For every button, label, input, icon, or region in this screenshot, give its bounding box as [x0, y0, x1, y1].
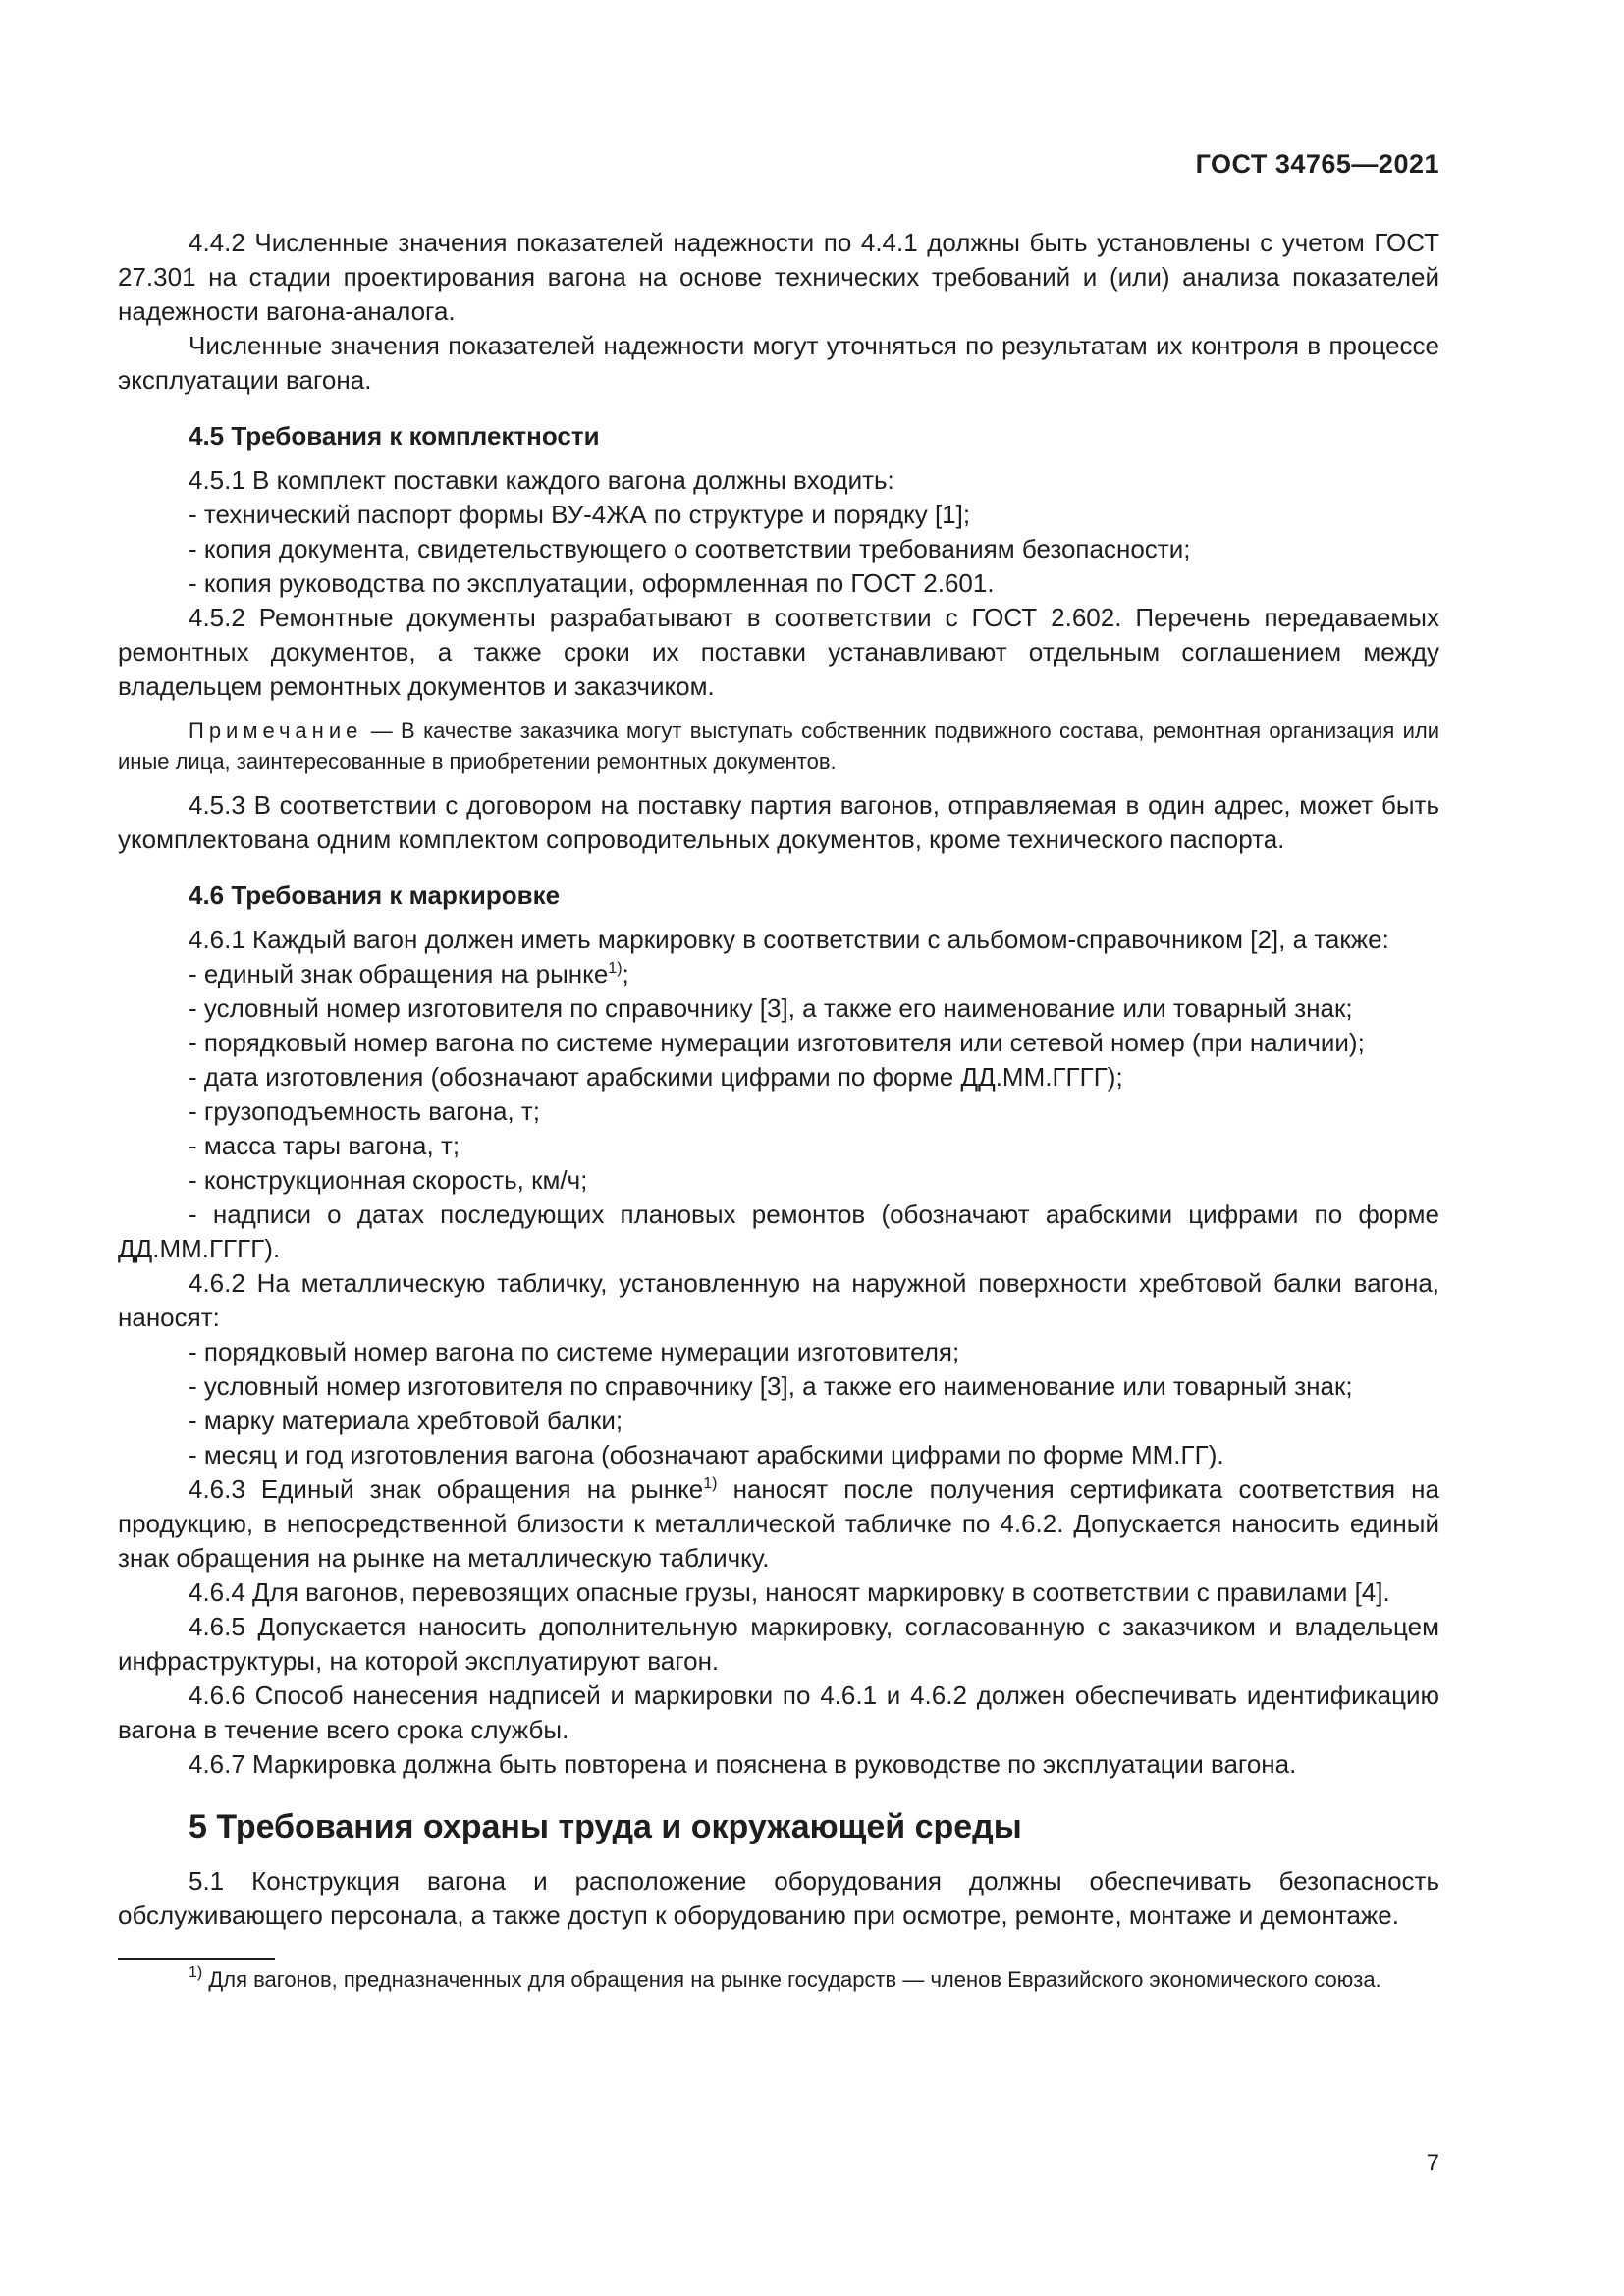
list-item: - условный номер изготовителя по справочнику [3], а также его наименование или товарный знак; [189, 993, 1353, 1023]
page-number: 7 [1426, 2150, 1439, 2176]
footnote-ref: 1) [703, 1475, 718, 1492]
list-item: - конструкционная скорость, км/ч; [189, 1165, 588, 1195]
clause-5-1: 5.1 Конструкция вагона и расположение оборудования должны обеспечивать безопасность обслуживающего персонала, а также доступ к оборудованию при осмотре, ремонте, монтаже и демонтаже. [118, 1866, 1439, 1930]
clause-4-5-3: 4.5.3 В соответствии с договором на поставку партия вагонов, отправляемая в один адрес, может быть укомплектована одним комплектом сопроводительных документов, кроме технического паспорта. [118, 790, 1439, 854]
document-code: ГОСТ 34765—2021 [1195, 149, 1439, 179]
note [118, 716, 1439, 776]
section-heading-5: 5 Требования охраны труда и окружающей среды [189, 1808, 1022, 1845]
list-item: - копия документа, свидетельствующего о соответствии требованиям безопасности; [189, 534, 1191, 563]
clause-4-6-3 [118, 1472, 1439, 1575]
list-item: - порядковый номер вагона по системе нумерации изготовителя или сетевой номер (при наличии); [189, 1028, 1365, 1057]
list-item: - масса тары вагона, т; [189, 1131, 460, 1160]
list-item: - копия руководства по эксплуатации, оформленная по ГОСТ 2.601. [189, 568, 995, 598]
clause-4-6-5: 4.6.5 Допускается наносить дополнительную маркировку, согласованную с заказчиком и владельцем инфраструктуры, на которой эксплуатируют вагон. [118, 1612, 1439, 1676]
list-item: - технический паспорт формы ВУ-4ЖА по структуре и порядку [1]; [189, 500, 971, 529]
list-item: - грузоподъемность вагона, т; [189, 1096, 541, 1126]
document-page [118, 0, 1439, 2296]
clause-4-5-2: 4.5.2 Ремонтные документы разрабатывают в соответствии с ГОСТ 2.602. Перечень передаваемых ремонтных документов, а также сроки их поставки устанавливают отдельным соглашением между владельцем ремонтных документов и заказчиком. [118, 603, 1439, 701]
list-item: - порядковый номер вагона по системе нумерации изготовителя; [189, 1337, 960, 1366]
clause-4-6-6: 4.6.6 Способ нанесения надписей и маркировки по 4.6.1 и 4.6.2 должен обеспечивать идентификацию вагона в течение всего срока службы. [118, 1681, 1439, 1744]
clause-text: наносят после получения сертификата соответствия на продукцию, в непосредственной близости к металлической табличке по 4.6.2. Допускается наносить единый знак обращения на рынке на металлическую табличку. [118, 1474, 1439, 1573]
list-item: - дата изготовления (обозначают арабскими цифрами по форме ДД.ММ.ГГГГ); [189, 1062, 1123, 1092]
list-item: - месяц и год изготовления вагона (обозначают арабскими цифрами по форме ММ.ГГ). [189, 1440, 1224, 1469]
clause-4-5-1: 4.5.1 В комплект поставки каждого вагона должны входить: [189, 465, 894, 495]
footnote-divider [118, 1958, 275, 1960]
clause-4-6-2: 4.6.2 На металлическую табличку, установленную на наружной поверхности хребтовой балки вагона, наносят: [118, 1268, 1439, 1332]
list-item: - условный номер изготовителя по справочнику [3], а также его наименование или товарный знак; [189, 1371, 1353, 1401]
footnote-text: Для вагонов, предназначенных для обращения на рынке государств — членов Евразийского экономического союза. [202, 1967, 1381, 1992]
footnote-ref: 1) [608, 960, 623, 977]
clause-text: 4.6.3 Единый знак обращения на рынке [189, 1474, 704, 1504]
clause-4-6-1: 4.6.1 Каждый вагон должен иметь маркировку в соответствии с альбомом-справочником [2], а также: [189, 925, 1389, 954]
clause-4-6-7: 4.6.7 Маркировка должна быть повторена и пояснена в руководстве по эксплуатации вагона. [189, 1749, 1297, 1779]
list-item-tail: ; [622, 959, 629, 988]
list-item: - надписи о датах последующих плановых ремонтов (обозначают арабскими цифрами по форме ДД.ММ.ГГГГ). [118, 1200, 1439, 1263]
note-text: — В качестве заказчика могут выступать собственник подвижного состава, ремонтная организация или иные лица, заинтересованные в приобретении ремонтных документов. [118, 719, 1439, 774]
document-body [118, 226, 1439, 1995]
footnote [118, 1964, 1439, 1995]
footnote-marker: 1) [189, 1964, 203, 1981]
clause-4-4-2: 4.4.2 Численные значения показателей надежности по 4.4.1 должны быть установлены с учетом ГОСТ 27.301 на стадии проектирования вагона на основе технических требований и (или) анализа показателей надежности вагона-аналога. [118, 228, 1439, 326]
clause-4-4-2-continuation: Численные значения показателей надежности могут уточняться по результатам их контроля в процессе эксплуатации вагона. [118, 331, 1439, 395]
list-item [118, 957, 1439, 991]
list-item-text: - единый знак обращения на рынке [189, 959, 609, 988]
section-heading-4-6: 4.6 Требования к маркировке [189, 881, 561, 910]
section-heading-4-5: 4.5 Требования к комплектности [189, 421, 600, 451]
note-label: Примечание [189, 719, 363, 743]
list-item: - марку материала хребтовой балки; [189, 1406, 623, 1435]
clause-4-6-4: 4.6.4 Для вагонов, перевозящих опасные грузы, наносят маркировку в соответствии с правилами [4]. [189, 1577, 1390, 1607]
